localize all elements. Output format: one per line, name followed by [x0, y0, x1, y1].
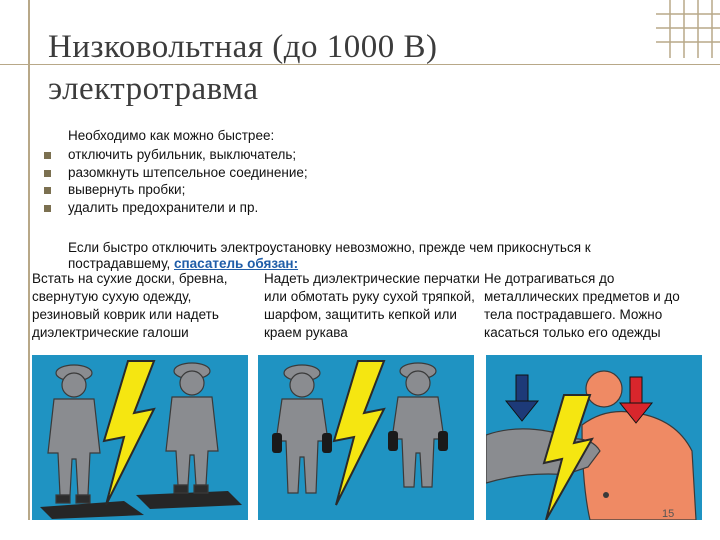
- square-bullet-icon: [44, 170, 51, 177]
- paragraph-line-1: Если быстро отключить электроустановку невозможно, прежде чем прикоснуться к: [68, 240, 591, 255]
- slide-title-line-2: электротравма: [48, 71, 259, 107]
- square-bullet-icon: [44, 152, 51, 159]
- worker-figure: [276, 365, 328, 493]
- victim-torso: [582, 412, 696, 521]
- list-item: [44, 146, 308, 164]
- list-item-text: удалить предохранители и пр.: [68, 199, 259, 215]
- rescuer-obliged-highlight: спасатель обязан:: [174, 256, 299, 271]
- dielectric-glove-icon: [322, 433, 332, 453]
- worker-figure: [48, 365, 100, 503]
- illustration-dielectric-gloves: [258, 355, 474, 520]
- rescuer-paragraph: [68, 240, 668, 272]
- instruction-no-touch: Не дотрагиваться до металлических предметов и до тела пострадавшего. Можно касаться только его одежды: [484, 271, 680, 340]
- square-bullet-icon: [44, 205, 51, 212]
- dielectric-glove-icon: [388, 431, 398, 451]
- list-item: [44, 199, 308, 217]
- instruction-gloves: Надеть диэлектрические перчатки или обмотать руку сухой тряпкой, шарфом, защитить кепкой или краем рукава: [264, 271, 480, 340]
- illustration-do-not-touch: [486, 355, 702, 520]
- victim-head: [586, 371, 622, 407]
- instruction-dry-surface: Встать на сухие доски, бревна, свернутую сухую одежду, резиновый коврик или надеть диэлектрические галоши: [32, 271, 228, 340]
- list-item-text: отключить рубильник, выключатель;: [68, 147, 297, 162]
- list-item: [44, 181, 308, 199]
- lightning-bolt-icon: [104, 361, 154, 505]
- paragraph-line-2-text: пострадавшему,: [68, 256, 174, 271]
- left-rule: [28, 0, 30, 520]
- worker-figure: [166, 363, 218, 493]
- dry-board-shape: [40, 501, 144, 519]
- square-bullet-icon: [44, 187, 51, 194]
- slide-title-line-1: Низковольтная (до 1000 В): [48, 29, 438, 65]
- down-arrow-icon: [506, 375, 538, 421]
- page-number: 15: [662, 508, 675, 520]
- dielectric-glove-icon: [438, 431, 448, 451]
- list-item-text: разомкнуть штепсельное соединение;: [68, 164, 308, 180]
- dry-board-shape: [136, 491, 242, 509]
- slide-title: [48, 26, 608, 110]
- intro-text: Необходимо как можно быстрее:: [68, 128, 275, 143]
- burn-mark-icon: [603, 492, 609, 498]
- list-item-text: вывернуть пробки;: [68, 182, 186, 197]
- illustration-dry-boards: [32, 355, 248, 520]
- worker-figure: [392, 363, 444, 487]
- list-item: [44, 164, 308, 182]
- corner-grid-decoration: [656, 0, 720, 58]
- action-list: [44, 146, 308, 216]
- dielectric-glove-icon: [272, 433, 282, 453]
- lightning-bolt-icon: [334, 361, 384, 505]
